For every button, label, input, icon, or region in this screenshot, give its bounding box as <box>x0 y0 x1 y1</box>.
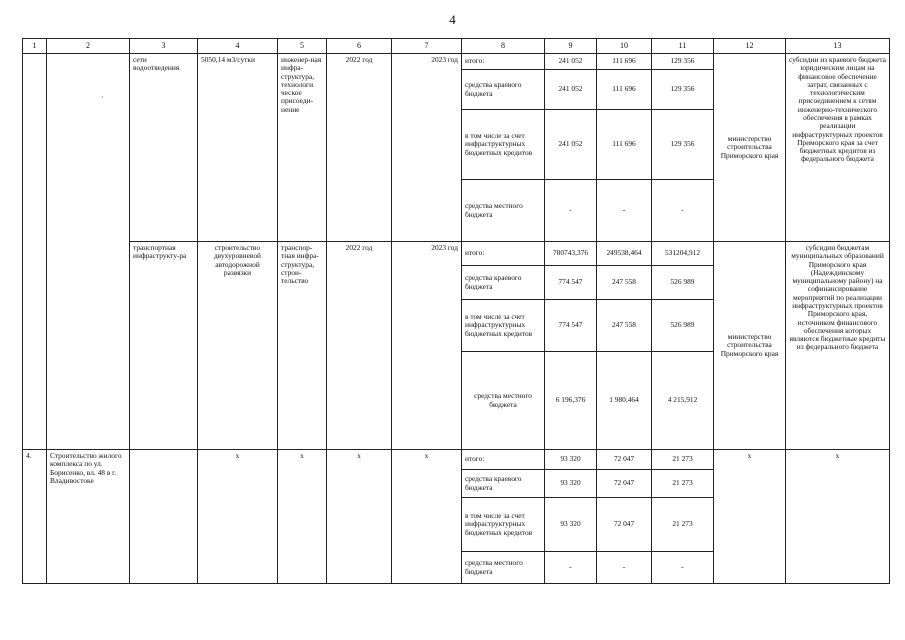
col-header: 3 <box>130 39 198 54</box>
cell-value-10: 72 047 <box>597 470 652 498</box>
cell-source-label: в том числе за счет инфраструктурных бюджетных кредитов <box>462 110 545 180</box>
table-row <box>23 242 890 266</box>
page-number: 4 <box>449 12 456 27</box>
scan-dot: · <box>101 93 104 102</box>
cell-source-label: средства краевого бюджета <box>462 70 545 110</box>
col-header: 1 <box>23 39 47 54</box>
col-header: 2 <box>47 39 130 54</box>
col-header: 6 <box>327 39 392 54</box>
cell-source-label: итого: <box>462 450 545 470</box>
cell-value-11: 21 273 <box>652 450 714 470</box>
cell-end-year: x <box>392 450 462 584</box>
cell-start-year: 2022 год <box>327 54 392 242</box>
cell-number <box>23 54 47 450</box>
cell-number: 4. <box>23 450 47 584</box>
cell-value-11: 526 989 <box>652 300 714 352</box>
cell-value-9: 6 196,376 <box>545 352 597 450</box>
cell-value-10: - <box>597 180 652 242</box>
col-header: 8 <box>462 39 545 54</box>
cell-capacity: 5050,14 м3/сутки <box>198 54 278 242</box>
cell-value-10: 111 696 <box>597 110 652 180</box>
cell-capacity: строительство двухуровневой автодорожной развязки <box>198 242 278 450</box>
col-header: 7 <box>392 39 462 54</box>
col-header: 4 <box>198 39 278 54</box>
cell-source-label: средства краевого бюджета <box>462 470 545 498</box>
cell-value-10: 72 047 <box>597 450 652 470</box>
cell-value-9: 93 320 <box>545 498 597 552</box>
cell-value-10: 247 558 <box>597 300 652 352</box>
cell-value-11: 531204,912 <box>652 242 714 266</box>
cell-note: x <box>786 450 890 584</box>
cell-source-label: средства местного бюджета <box>462 180 545 242</box>
cell-end-year: 2023 год <box>392 54 462 242</box>
col-header: 5 <box>278 39 327 54</box>
table-row <box>23 450 890 470</box>
cell-value-11: 21 273 <box>652 470 714 498</box>
cell-note: субсидии бюджетам муниципальных образований Приморского края (Надеждинскому муниципальному району) на софинансирование мероприятий по реализации инфраструктурных проектов Приморского края, источником финансового обеспечения которых являются бюджетные кредиты из федерального бюджета <box>786 242 890 450</box>
cell-value-11: - <box>652 552 714 584</box>
cell-value-11: 4 215,912 <box>652 352 714 450</box>
cell-value-9: - <box>545 180 597 242</box>
cell-type: x <box>278 450 327 584</box>
col-header: 11 <box>652 39 714 54</box>
cell-type: транспор-тная инфра-структура, строи-тельство <box>278 242 327 450</box>
cell-value-9: 774 547 <box>545 266 597 300</box>
table-row <box>23 54 890 70</box>
cell-value-10: 247 558 <box>597 266 652 300</box>
cell-start-year: 2022 год <box>327 242 392 450</box>
cell-value-11: 129 356 <box>652 110 714 180</box>
col-header: 12 <box>714 39 786 54</box>
cell-value-9: 780743,376 <box>545 242 597 266</box>
cell-value-11: 21 273 <box>652 498 714 552</box>
cell-value-10: - <box>597 552 652 584</box>
cell-value-10: 111 696 <box>597 70 652 110</box>
cell-responsible: x <box>714 450 786 584</box>
cell-responsible: министерство строительства Приморского края <box>714 54 786 242</box>
cell-value-9: 774 547 <box>545 300 597 352</box>
cell-source-label: средства краевого бюджета <box>462 266 545 300</box>
cell-value-11: 526 989 <box>652 266 714 300</box>
cell-value-11: - <box>652 180 714 242</box>
col-header: 13 <box>786 39 890 54</box>
header-row <box>23 39 890 54</box>
budget-table <box>22 38 890 584</box>
cell-value-11: 129 356 <box>652 54 714 70</box>
cell-value-9: - <box>545 552 597 584</box>
cell-note: субсидии из краевого бюджета юридическим лицам на финансовое обеспечение затрат, связанных с технологическим присоединением к сетям инженерно-технического обеспечения в рамках реализации инфраструктурных проектов Приморского края за счет бюджетных кредитов из федерального бюджета <box>786 54 890 242</box>
col-header: 10 <box>597 39 652 54</box>
cell-value-11: 129 356 <box>652 70 714 110</box>
cell-object: транспортная инфраструкту-ра <box>130 242 198 450</box>
cell-source-label: итого: <box>462 242 545 266</box>
cell-start-year: x <box>327 450 392 584</box>
cell-source-label: в том числе за счет инфраструктурных бюджетных кредитов <box>462 498 545 552</box>
cell-value-10: 1 980,464 <box>597 352 652 450</box>
cell-project <box>47 54 130 450</box>
cell-project: Строительство жилого комплекса по ул. Борисенко, вл. 48 в г. Владивостоке <box>47 450 130 584</box>
cell-value-10: 249538,464 <box>597 242 652 266</box>
cell-capacity: x <box>198 450 278 584</box>
cell-end-year: 2023 год <box>392 242 462 450</box>
cell-value-9: 241 052 <box>545 54 597 70</box>
cell-source-label: средства местного бюджета <box>462 352 545 450</box>
cell-type: инженер-ная инфра-структура, технологи ческое присоеди-нение <box>278 54 327 242</box>
cell-value-9: 93 320 <box>545 470 597 498</box>
cell-value-9: 241 052 <box>545 70 597 110</box>
cell-value-10: 72 047 <box>597 498 652 552</box>
col-header: 9 <box>545 39 597 54</box>
cell-value-9: 93 320 <box>545 450 597 470</box>
cell-value-9: 241 052 <box>545 110 597 180</box>
cell-source-label: в том числе за счет инфраструктурных бюджетных кредитов <box>462 300 545 352</box>
cell-object <box>130 450 198 584</box>
cell-source-label: средства местного бюджета <box>462 552 545 584</box>
cell-responsible: министерство строительства Приморского края <box>714 242 786 450</box>
cell-source-label: итого: <box>462 54 545 70</box>
cell-value-10: 111 696 <box>597 54 652 70</box>
cell-object: сети водоотведения <box>130 54 198 242</box>
